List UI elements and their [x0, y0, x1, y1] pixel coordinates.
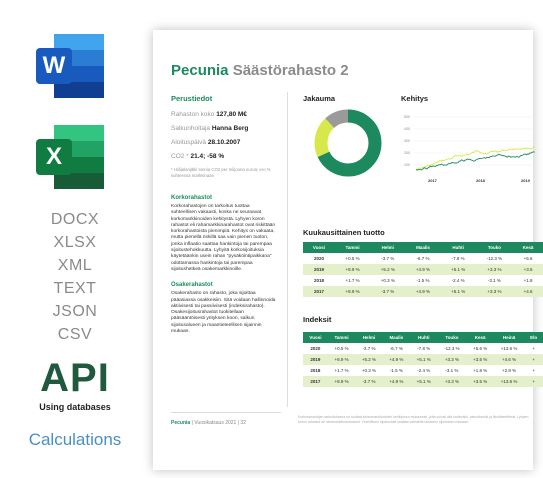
- table-cell: -2.4 %: [441, 275, 476, 286]
- table-cell: -3.7 %: [370, 286, 405, 297]
- table-cell: +3.5 %: [466, 376, 493, 387]
- format-docx: DOCX: [50, 211, 100, 228]
- growth-series-line: [416, 152, 535, 170]
- table-cell: +4.9 %: [383, 376, 410, 387]
- x-tick: 2019: [521, 178, 530, 183]
- co2: CO2 * 21.4; -58 %: [171, 153, 225, 160]
- table-row: [303, 264, 543, 275]
- table-cell: +5.1 %: [441, 264, 476, 275]
- indices-heading: Indeksit: [303, 315, 332, 324]
- table-cell: +3.3 %: [437, 376, 466, 387]
- table-cell: 2017: [303, 286, 335, 297]
- table-cell: +5.1 %: [410, 354, 437, 365]
- table-cell: 2017: [303, 376, 328, 387]
- basics-heading: Perustiedot: [171, 94, 213, 103]
- table-cell: +0.5 %: [335, 253, 370, 264]
- fund-manager: Salkunhoitaja Hanna Berg: [171, 125, 249, 132]
- table-cell: +1.8 %: [466, 365, 493, 376]
- table-cell: 2018: [303, 365, 328, 376]
- format-list: [0, 208, 150, 346]
- table-row: [303, 365, 543, 376]
- table-header-cell: Elo: [524, 332, 543, 343]
- left-column: [171, 94, 276, 344]
- table-cell: -1.5 %: [405, 275, 440, 286]
- word-letter: W: [36, 48, 72, 84]
- y-tick: 300: [404, 139, 410, 143]
- table-header-cell: Helmi: [370, 242, 405, 253]
- left-panel: [0, 0, 150, 478]
- fund-size: Rahaston koko 127,80 M€: [171, 111, 247, 118]
- start-date: Aloituspäivä 28.10.2007: [171, 139, 241, 146]
- table-cell: +0.3 %: [355, 365, 382, 376]
- table-cell: 2018: [303, 275, 335, 286]
- table-cell: +3.3 %: [476, 286, 513, 297]
- footer-rule: [171, 412, 281, 413]
- format-json: JSON: [52, 303, 98, 320]
- table-cell: +8.9 %: [328, 376, 355, 387]
- table-cell: -12.3 %: [476, 253, 513, 264]
- table-cell: -7.8 %: [410, 343, 437, 354]
- table-cell: +5.2 %: [370, 264, 405, 275]
- format-xlsx: XLSX: [53, 234, 97, 251]
- table-cell: -3.7 %: [355, 343, 382, 354]
- table-cell: -3.1 %: [437, 365, 466, 376]
- equity-heading: Osakerahastot: [171, 282, 213, 289]
- table-cell: 2019: [303, 264, 335, 275]
- table-cell: +1.7 %: [335, 275, 370, 286]
- table-cell: -7.8 %: [441, 253, 476, 264]
- allocation-heading: Jakauma: [303, 94, 336, 103]
- table-cell: +2.8 %: [494, 365, 524, 376]
- table-header-cell: Touko: [437, 332, 466, 343]
- table-cell: +8.9 %: [335, 286, 370, 297]
- page-title: [171, 62, 349, 79]
- table-cell: +: [524, 365, 543, 376]
- table-cell: +4.9 %: [405, 286, 440, 297]
- table-cell: +13.6 %: [494, 343, 524, 354]
- table-cell: +5.1 %: [441, 286, 476, 297]
- table-cell: +3.5: [513, 264, 543, 275]
- calculations-label: Calculations: [28, 430, 122, 449]
- api-label: API: [40, 356, 110, 400]
- document-footnote: Korkorahastojen tarkoituksena on tuottaa korkomarkkinoiden kehityksen mukaisesti, joita voivat olla luottoriski, valuuttariski ja likviditeettiriski. Lyhyen koron rahastot eli rahamarkkinarahastot. Yksilöllinen sijoitustuki saattaa vaihdella rahaston sijoitusten mukaan.: [298, 415, 529, 424]
- table-row: [303, 354, 543, 365]
- table-cell: +5.1 %: [410, 376, 437, 387]
- table-header-cell: Heinä: [494, 332, 524, 343]
- title-fund: Säästörahasto 2: [232, 62, 349, 79]
- growth-heading: Kehitys: [401, 94, 429, 103]
- column-divider: [287, 92, 288, 407]
- x-tick: 2017: [428, 178, 437, 183]
- table-cell: -6.7 %: [383, 343, 410, 354]
- table-header-cell: Tammi: [335, 242, 370, 253]
- y-tick: 200: [404, 151, 410, 155]
- monthly-returns-table: [303, 242, 543, 297]
- table-cell: +: [524, 354, 543, 365]
- word-icon: [36, 34, 104, 98]
- page-footer: [171, 420, 246, 426]
- table-header-cell: Vuosi: [303, 242, 335, 253]
- table-header-row: [303, 242, 543, 253]
- table-cell: +3.3 %: [476, 264, 513, 275]
- table-cell: +: [524, 376, 543, 387]
- table-cell: 2020: [303, 343, 328, 354]
- table-cell: +5.6 %: [466, 343, 493, 354]
- table-row: [303, 286, 543, 297]
- table-cell: +5.2 %: [355, 354, 382, 365]
- co2-note: * Hiilijalanjälki tonnia CO2 per miljoona euroa; ero % suhteessa markkinaan: [171, 167, 271, 178]
- bond-heading: Korkorahastot: [171, 195, 213, 201]
- table-cell: +4.9 %: [383, 354, 410, 365]
- table-cell: +13.6 %: [494, 376, 524, 387]
- table-cell: +1.8: [513, 275, 543, 286]
- table-cell: 2020: [303, 253, 335, 264]
- format-xml: XML: [57, 257, 93, 274]
- table-cell: 2019: [303, 354, 328, 365]
- title-brand: Pecunia: [171, 62, 229, 79]
- table-cell: +5.6: [513, 253, 543, 264]
- excel-letter: X: [36, 139, 72, 175]
- equity-text: Osakerahasto on rahasto, joka sijoittaa pääasiassa osakkeisiin. Sitä voidaan hallinnoida aktiivisesti tai passiivisesti (indeksirahasto). Osakesijoitusrahastot tuokitellaan pääsääntöisesti yrityksen koon, salkun sijoitusalueen ja maantieteellisen sijainnin mukaan.: [171, 291, 276, 335]
- table-cell: -3.7 %: [355, 376, 382, 387]
- excel-icon: [36, 125, 104, 189]
- table-header-cell: Maalis: [383, 332, 410, 343]
- y-tick: 100: [404, 163, 410, 167]
- y-tick: 400: [404, 127, 410, 131]
- table-cell: +4.9 %: [405, 264, 440, 275]
- footer-text: | Vuosikatsaus 2021 | 32: [191, 420, 246, 426]
- allocation-donut-chart: [313, 108, 383, 178]
- table-header-cell: Huhti: [441, 242, 476, 253]
- table-cell: -6.7 %: [405, 253, 440, 264]
- table-cell: +8.9 %: [335, 264, 370, 275]
- format-csv: CSV: [57, 326, 93, 343]
- table-header-cell: Kesä: [466, 332, 493, 343]
- table-header-cell: Helmi: [355, 332, 382, 343]
- table-header-cell: Tammi: [328, 332, 355, 343]
- table-cell: -2.4 %: [410, 365, 437, 376]
- monthly-heading: Kuukausittainen tuotto: [303, 228, 385, 237]
- y-tick: 500: [404, 115, 410, 119]
- table-header-cell: Vuosi: [303, 332, 328, 343]
- table-cell: +8.9 %: [328, 354, 355, 365]
- api-subtitle: Using databases: [39, 402, 111, 412]
- x-tick: 2018: [476, 178, 485, 183]
- table-row: [303, 343, 543, 354]
- table-row: [303, 253, 543, 264]
- table-row: [303, 275, 543, 286]
- table-cell: -1.5 %: [383, 365, 410, 376]
- table-header-row: [303, 332, 543, 343]
- table-cell: -3.1 %: [476, 275, 513, 286]
- table-cell: +0.5 %: [328, 343, 355, 354]
- table-row: [303, 376, 543, 387]
- bond-text: Korkorahastojen on tarkoitus tuottaa suhteellisen vakaasti, koska ne seuraavat korkomarkkinoiden kehitystä. Lyhyen koron rahastot eli rahamarkkinarahastot ovat riskittään korkorahastoista pienimpiä. Kehitys on vakaata, mutta pienellä riskillä saa vain pienen tuoton, jonka inflaatio saattaa hankintoja tai parempaa sijoitustehokkuutta. Lyhyitä korkosijoituksia käytetäänkin usein rahan "pysäköintipaikkana" odottamassa hankintoja tai parempaa sijoitushetkeä osakemarkkinoille.: [171, 204, 276, 272]
- table-cell: +: [524, 343, 543, 354]
- table-header-cell: Maalis: [405, 242, 440, 253]
- table-header-cell: Huhti: [410, 332, 437, 343]
- table-cell: +3.3 %: [437, 354, 466, 365]
- table-header-cell: Kesä: [513, 242, 543, 253]
- indices-table: [303, 332, 543, 387]
- table-header-cell: Touko: [476, 242, 513, 253]
- table-cell: -3.7 %: [370, 253, 405, 264]
- table-cell: +1.7 %: [328, 365, 355, 376]
- table-cell: +0.3 %: [370, 275, 405, 286]
- table-cell: -12.3 %: [437, 343, 466, 354]
- growth-line-chart: [396, 106, 536, 186]
- document-preview: [153, 30, 538, 470]
- format-text: TEXT: [53, 280, 97, 297]
- footer-brand: Pecunia: [171, 420, 191, 426]
- table-cell: +4.6: [513, 286, 543, 297]
- table-cell: +3.5 %: [466, 354, 493, 365]
- table-cell: +4.6 %: [494, 354, 524, 365]
